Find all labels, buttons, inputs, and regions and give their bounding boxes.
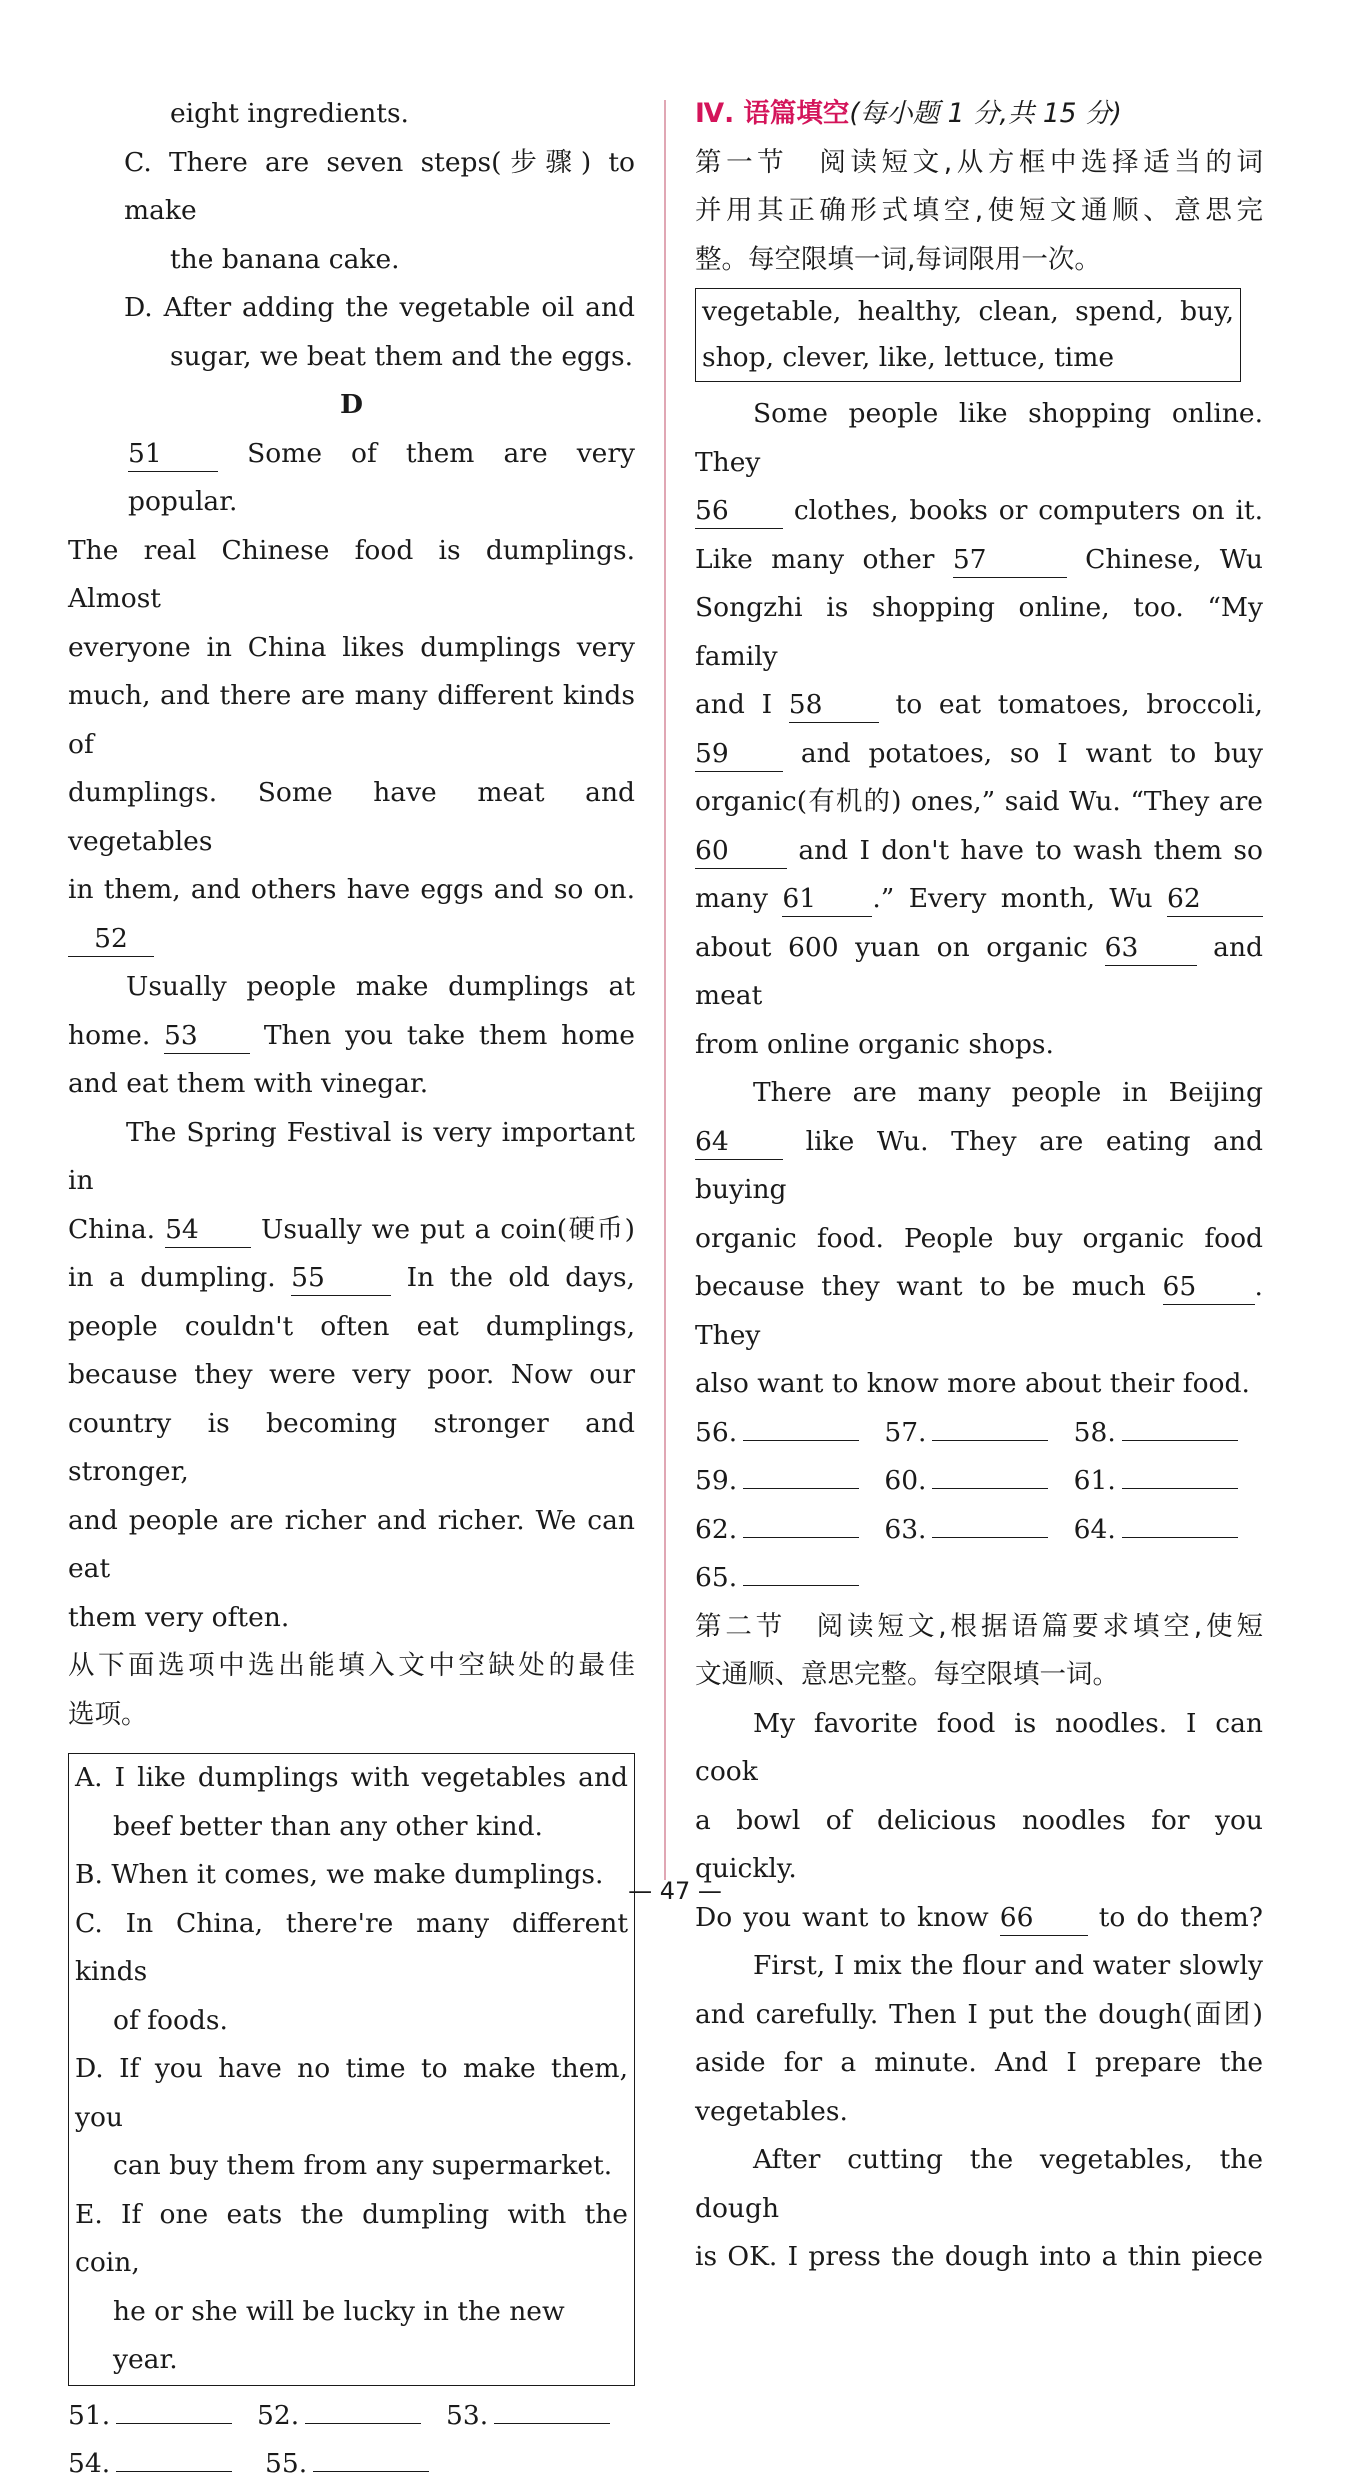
option-e: E. If one eats the dumpling with the coin, <box>75 2198 628 2278</box>
answer-field-57[interactable] <box>932 1412 1048 1441</box>
passage-d-line: in a dumpling. 55 In the old days, <box>68 1254 635 1303</box>
passage-d-line: country is becoming stronger and stronger, <box>68 1407 635 1487</box>
answer-field-65[interactable] <box>743 1557 859 1586</box>
passage-d-line: Usually people make dumplings at <box>126 971 635 1002</box>
answer-field-55[interactable] <box>313 2443 429 2472</box>
option-a: A. I like dumplings with vegetables and <box>75 1762 628 1793</box>
passage-line: also want to know more about their food. <box>695 1368 1250 1399</box>
passage-line: 64 like Wu. They are eating and buying <box>695 1125 1263 1205</box>
passage-d-line: much, and there are many different kinds of <box>68 680 635 760</box>
passage-line: There are many people in Beijing <box>753 1077 1263 1108</box>
option-d: D. If you have no time to make them, you <box>75 2053 628 2133</box>
answer-row: 62. 63. 64. <box>695 1506 1263 1555</box>
passage-line: Songzhi is shopping online, too. “My family <box>695 592 1263 672</box>
blank-66[interactable]: 66 <box>1000 1901 1088 1936</box>
passage-d-line: because they were very poor. Now our <box>68 1359 635 1390</box>
option-d: D. After adding the vegetable oil and <box>124 292 635 323</box>
section-2-instruction: 第二节 阅读短文,根据语篇要求填空,使短 <box>695 1610 1263 1642</box>
option-b: B. When it comes, we make dumplings. <box>75 1859 604 1890</box>
answer-field-54[interactable] <box>116 2443 232 2472</box>
blank-65[interactable]: 65 <box>1163 1270 1255 1305</box>
word-bank-box <box>695 288 1241 382</box>
passage-line: aside for a minute. And I prepare the <box>695 2047 1263 2078</box>
page-number: — 47 — <box>628 1877 722 1905</box>
passage-d-line: China. 54 Usually we put a coin(硬币) <box>68 1206 635 1255</box>
answer-row: 56. 57. 58. <box>695 1409 1263 1458</box>
section-1-instruction: 第一节 阅读短文,从方框中选择适当的词 <box>695 146 1263 178</box>
passage-line: First, I mix the flour and water slowly <box>753 1950 1263 1981</box>
word-bank-line: shop, clever, like, lettuce, time <box>702 342 1115 373</box>
answer-row: 51. 52. 53. <box>68 2392 635 2441</box>
word-bank-line: vegetable, healthy, clean, spend, buy, <box>702 296 1234 327</box>
instruction: 选项。 <box>68 1698 148 1730</box>
passage-line: organic(有机的) ones,” said Wu. “They are <box>695 786 1263 817</box>
passage-line: and carefully. Then I put the dough(面团) <box>695 1998 1263 2030</box>
option-e-cont: he or she will be lucky in the new year. <box>113 2295 565 2375</box>
answer-row: 59. 60. 61. <box>695 1457 1263 1506</box>
passage-line: 60 and I don't have to wash them so <box>695 827 1263 876</box>
passage-line: After cutting the vegetables, the dough <box>695 2144 1263 2224</box>
blank-58[interactable]: 58 <box>789 688 879 723</box>
passage-d-line: them very often. <box>68 1601 290 1633</box>
section-heading-d: D <box>340 389 363 420</box>
answer-field-53[interactable] <box>494 2395 610 2424</box>
blank-64[interactable]: 64 <box>695 1125 783 1160</box>
section-1-instruction: 整。每空限填一词,每词限用一次。 <box>695 243 1101 275</box>
passage-line: Like many other 57 Chinese, Wu <box>695 536 1263 585</box>
blank-62[interactable]: 62 <box>1167 882 1263 917</box>
answer-field-51[interactable] <box>116 2395 232 2424</box>
passage-d-line: home. 53 Then you take them home <box>68 1012 635 1061</box>
option-c-cont: of foods. <box>113 2004 228 2036</box>
option-d-cont: sugar, we beat them and the eggs. <box>170 340 633 372</box>
answer-field-63[interactable] <box>932 1509 1048 1538</box>
blank-56[interactable]: 56 <box>695 494 783 529</box>
passage-line: is OK. I press the dough into a thin piece <box>695 2241 1263 2272</box>
answer-field-58[interactable] <box>1122 1412 1238 1441</box>
passage-d-line: everyone in China likes dumplings very <box>68 631 635 663</box>
option-a-cont: beef better than any other kind. <box>113 1810 543 1842</box>
left-column <box>68 90 635 2489</box>
passage-d-line: in them, and others have eggs and so on. <box>68 874 635 905</box>
answer-row: 65. <box>695 1554 1263 1603</box>
blank-53[interactable]: 53 <box>164 1019 250 1054</box>
passage-d-line: people couldn't often eat dumplings, <box>68 1310 635 1342</box>
answer-field-61[interactable] <box>1122 1460 1238 1489</box>
option-c: C. There are seven steps(步骤) to make <box>124 146 635 226</box>
option-d-cont: can buy them from any supermarket. <box>113 2150 613 2181</box>
column-divider <box>664 100 666 1880</box>
passage-line: 59 and potatoes, so I want to buy <box>695 730 1263 779</box>
passage-line: Some people like shopping online. They <box>695 398 1263 478</box>
right-column <box>695 90 1263 2282</box>
passage-line: many 61 .” Every month, Wu 62 <box>695 875 1263 924</box>
answer-field-52[interactable] <box>305 2395 421 2424</box>
passage-line: 56 clothes, books or computers on it. <box>695 487 1263 536</box>
blank-57[interactable]: 57 <box>953 543 1067 578</box>
option-c-cont: the banana cake. <box>170 243 400 275</box>
blank-52[interactable]: 52 <box>68 922 154 957</box>
answer-field-64[interactable] <box>1122 1509 1238 1538</box>
instruction: 从下面选项中选出能填入文中空缺处的最佳 <box>68 1650 635 1681</box>
passage-d-line: and people are richer and richer. We can eat <box>68 1504 635 1584</box>
passage-line: My favorite food is noodles. I can cook <box>695 1707 1263 1787</box>
passage-d-line: dumplings. Some have meat and vegetables <box>68 777 635 857</box>
option-c: C. In China, there're many different kinds <box>75 1907 628 1987</box>
blank-59[interactable]: 59 <box>695 737 783 772</box>
passage-d-line: The Spring Festival is very important in <box>68 1116 635 1196</box>
blank-54[interactable]: 54 <box>165 1213 251 1248</box>
answer-row: 54. 55. <box>68 2440 635 2489</box>
section-2-instruction: 文通顺、意思完整。每空限填一词。 <box>695 1659 1119 1690</box>
blank-55[interactable]: 55 <box>291 1261 391 1296</box>
passage-d-line <box>68 915 635 964</box>
passage-line: organic food. People buy organic food <box>695 1222 1263 1254</box>
answer-field-62[interactable] <box>743 1509 859 1538</box>
passage-d-line: 51 Some of them are very popular. <box>128 437 635 517</box>
blank-63[interactable]: 63 <box>1105 931 1197 966</box>
answer-field-56[interactable] <box>743 1412 859 1441</box>
section-title: Ⅳ. 语篇填空(每小题 1 分,共 15 分) <box>695 98 1122 129</box>
answer-field-60[interactable] <box>932 1460 1048 1489</box>
options-box <box>68 1753 635 2386</box>
passage-line: from online organic shops. <box>695 1028 1054 1060</box>
passage-d-line: and eat them with vinegar. <box>68 1068 429 1099</box>
passage-line: vegetables. <box>695 2095 848 2127</box>
blank-61[interactable]: 61 <box>782 882 872 917</box>
passage-line: because they want to be much 65 . They <box>695 1271 1263 1351</box>
option-b-cont: eight ingredients. <box>170 98 409 129</box>
passage-line: and I 58 to eat tomatoes, broccoli, <box>695 681 1263 730</box>
passage-d-line: The real Chinese food is dumplings. Almost <box>68 534 635 614</box>
section-1-instruction: 并用其正确形式填空,使短文通顺、意思完 <box>695 195 1263 226</box>
passage-line: about 600 yuan on organic 63 and meat <box>695 931 1263 1011</box>
passage-line: a bowl of delicious noodles for you quickly. <box>695 1804 1263 1884</box>
answer-field-59[interactable] <box>743 1460 859 1489</box>
passage-line: Do you want to know 66 to do them? <box>695 1894 1263 1943</box>
blank-51[interactable]: 51 <box>128 437 218 472</box>
blank-60[interactable]: 60 <box>695 834 787 869</box>
